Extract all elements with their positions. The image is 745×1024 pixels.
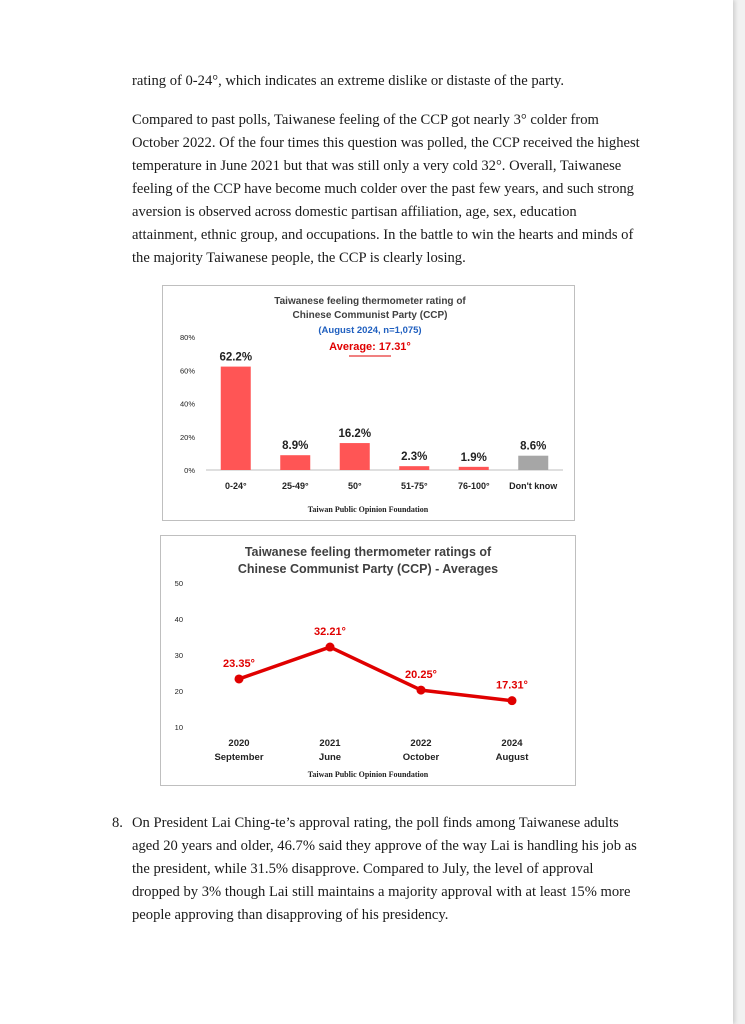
data-label: 17.31° bbox=[496, 679, 528, 692]
data-label: 8.6% bbox=[520, 440, 547, 453]
data-label: 62.2% bbox=[219, 351, 253, 364]
bar bbox=[399, 466, 429, 470]
x-tick-month: October bbox=[402, 752, 440, 763]
x-tick-label: 25-49° bbox=[281, 481, 309, 491]
x-tick-month: August bbox=[495, 752, 529, 763]
y-tick-label: 30 bbox=[174, 651, 183, 660]
x-tick-month: September bbox=[214, 752, 264, 763]
y-tick-label: 0% bbox=[184, 466, 195, 475]
y-tick-label: 40% bbox=[179, 399, 195, 409]
data-label: 16.2% bbox=[338, 428, 372, 441]
bar bbox=[459, 467, 489, 470]
data-label: 1.9% bbox=[460, 451, 487, 464]
chart1-average: Average: 17.31° bbox=[329, 341, 411, 353]
y-tick-label: 10 bbox=[174, 723, 183, 732]
y-tick-label: 50 bbox=[174, 579, 183, 588]
data-label: 20.25° bbox=[405, 669, 437, 682]
x-tick-label: 50° bbox=[347, 481, 362, 491]
chart2-title-line1: Taiwanese feeling thermometer ratings of bbox=[244, 545, 492, 559]
line-chart-thermometer-averages bbox=[160, 535, 576, 786]
x-tick-label: 76-100° bbox=[457, 481, 490, 491]
x-tick-year: 2020 bbox=[228, 738, 250, 749]
y-tick-label: 60% bbox=[179, 366, 195, 376]
x-tick-label: 51-75° bbox=[400, 481, 428, 491]
bar bbox=[518, 456, 548, 470]
data-point bbox=[508, 696, 517, 705]
bar bbox=[340, 443, 370, 470]
data-point bbox=[235, 674, 244, 683]
bar bbox=[221, 367, 251, 470]
y-tick-label: 20% bbox=[179, 432, 195, 442]
x-tick-month: June bbox=[318, 752, 342, 763]
paragraph-2: Compared to past polls, Taiwanese feeling of the CCP got nearly 3° colder from October 2022. Of the four times this question was polled, the CCP received the highest temperature in June 2021 but that was still only a very cold 32°. Overall, Taiwanese feeling of the CCP have become much colder over the past few years, and such strong aversion is observed across domestic partisan affiliation, age, sex, education attainment, ethnic group, and occupations. In the battle to win the hearts and minds of the majority Taiwanese people, the CCP is clearly losing. bbox=[132, 112, 640, 266]
item-text: On President Lai Ching-te’s approval rating, the poll finds among Taiwanese adults aged 20 years and older, 46.7% said they approve of the way Lai is handling his job as the president, while 31.5% disapprove. Compared to July, the level of approval dropped by 3% though Lai still maintains a majority approval with at least 15% more people approving than disapproving of his presidency. bbox=[132, 815, 637, 923]
line-chart-svg bbox=[161, 536, 575, 785]
data-label: 8.9% bbox=[282, 440, 309, 453]
chart1-subtitle: (August 2024, n=1,075) bbox=[318, 325, 422, 336]
bar-chart-thermometer-distribution bbox=[162, 285, 575, 521]
y-tick-label: 40 bbox=[174, 615, 183, 624]
chart2-title-line2: Chinese Communist Party (CCP) - Averages bbox=[237, 562, 499, 576]
x-tick-label: 0-24° bbox=[224, 481, 247, 491]
chart2-source: Taiwan Public Opinion Foundation bbox=[307, 770, 429, 779]
x-tick-label: Don't know bbox=[509, 481, 558, 491]
bar-chart-svg bbox=[163, 286, 574, 520]
x-tick-year: 2024 bbox=[501, 738, 523, 749]
series-line bbox=[239, 647, 512, 701]
chart1-source: Taiwan Public Opinion Foundation bbox=[307, 505, 429, 514]
paragraph-1: rating of 0-24°, which indicates an extreme dislike or distaste of the party. bbox=[132, 73, 565, 89]
item-number: 8. bbox=[112, 815, 123, 831]
data-point bbox=[326, 643, 335, 652]
x-tick-year: 2021 bbox=[319, 738, 341, 749]
x-tick-year: 2022 bbox=[410, 738, 432, 749]
data-label: 2.3% bbox=[401, 451, 428, 464]
chart1-title-line1: Taiwanese feeling thermometer rating of bbox=[274, 296, 466, 307]
data-point bbox=[417, 686, 426, 695]
chart1-title-line2: Chinese Communist Party (CCP) bbox=[292, 310, 448, 321]
data-label: 23.35° bbox=[223, 657, 255, 670]
y-tick-label: 80% bbox=[179, 333, 195, 342]
y-tick-label: 20 bbox=[174, 687, 183, 696]
bar bbox=[280, 455, 310, 470]
data-label: 32.21° bbox=[314, 626, 346, 639]
